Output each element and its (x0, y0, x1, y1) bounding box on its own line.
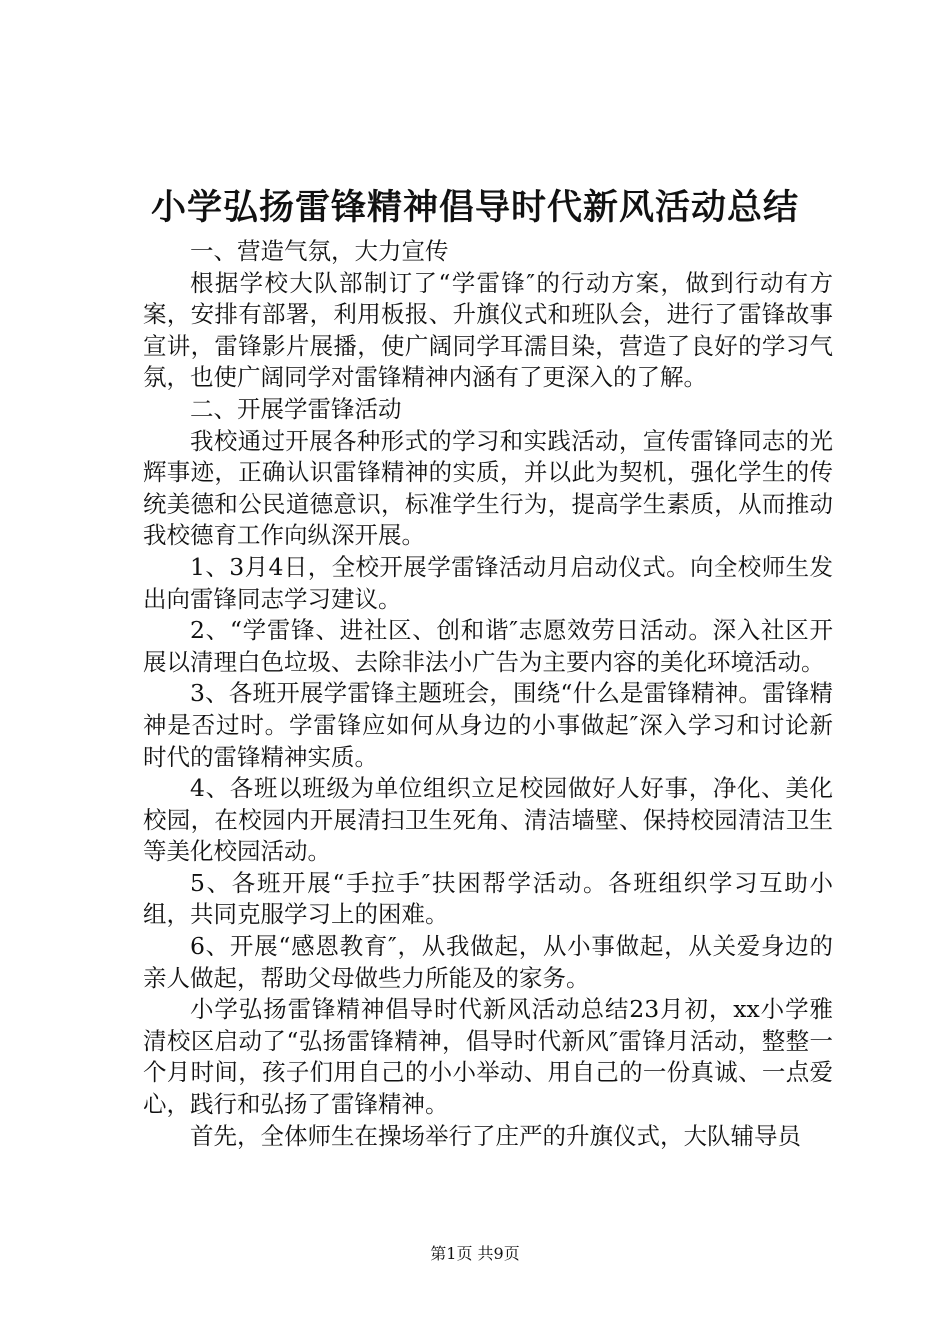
document-body (143, 236, 833, 1152)
list-item: 5、各班开展“手拉手″扶困帮学活动。各班组织学习互助小组，共同克服学习上的困难。 (143, 868, 833, 929)
paragraph: 首先，全体师生在操场举行了庄严的升旗仪式，大队辅导员 (190, 1121, 801, 1150)
list-item: 1、3月4日，全校开展学雷锋活动月启动仪式。向全校师生发出向雷锋同志学习建议。 (143, 552, 833, 613)
section-heading: 二、开展学雷锋活动 (190, 394, 402, 423)
paragraph: 我校通过开展各种形式的学习和实践活动，宣传雷锋同志的光辉事迹，正确认识雷锋精神的实质，并以此为契机，强化学生的传统美德和公民道德意识，标准学生行为，提高学生素质，从而推动我校德育工作向纵深开展。 (143, 426, 833, 550)
document-title: 小学弘扬雷锋精神倡导时代新风活动总结 (150, 187, 799, 228)
paragraph: 根据学校大队部制订了“学雷锋″的行动方案，做到行动有方案，安排有部署，利用板报、升旗仪式和班队会，进行了雷锋故事宣讲，雷锋影片展播，使广阔同学耳濡目染，营造了良好的学习气氛，也使广阔同学对雷锋精神内涵有了更深入的了解。 (143, 268, 833, 392)
list-item: 6、开展“感恩教育″，从我做起，从小事做起，从关爱身边的亲人做起，帮助父母做些力所能及的家务。 (143, 932, 833, 992)
page-number: 第1页 共9页 (430, 1244, 520, 1263)
paragraph: 小学弘扬雷锋精神倡导时代新风活动总结23月初，xx小学雅清校区启动了“弘扬雷锋精神，倡导时代新风″雷锋月活动，整整一个月时间，孩子们用自己的小小举动、用自己的一份真诚、一点爱心，践行和弘扬了雷锋精神。 (143, 995, 833, 1119)
list-item: 4、各班以班级为单位组织立足校园做好人好事，净化、美化校园，在校园内开展清扫卫生死角、清洁墙壁、保持校园清洁卫生等美化校园活动。 (143, 774, 833, 866)
list-item: 3、各班开展学雷锋主题班会，围绕“什么是雷锋精神。雷锋精神是否过时。学雷锋应如何从身边的小事做起″深入学习和讨论新时代的雷锋精神实质。 (143, 679, 833, 771)
section-heading: 一、营造气氛，大力宣传 (190, 237, 449, 265)
list-item: 2、“学雷锋、进社区、创和谐″志愿效劳日活动。深入社区开展以清理白色垃圾、去除非法小广告为主要内容的美化环境活动。 (143, 616, 833, 676)
